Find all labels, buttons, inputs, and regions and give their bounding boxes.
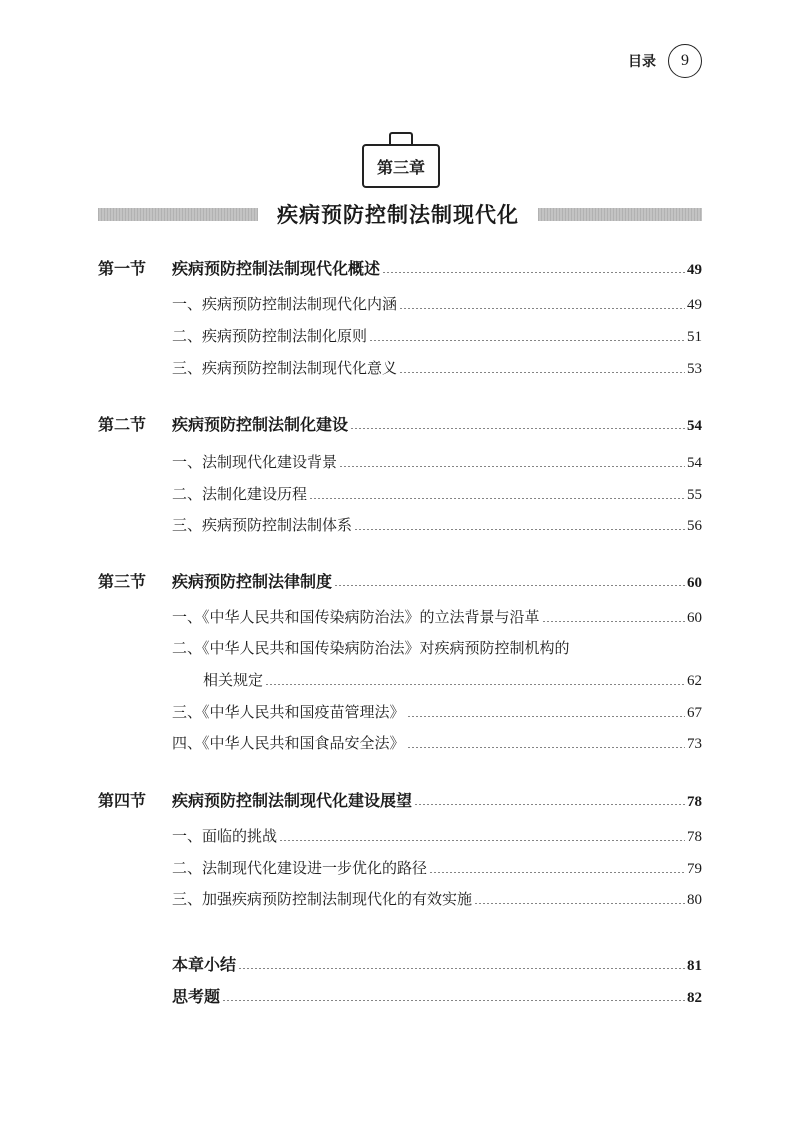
item-title: 相关规定 <box>203 671 264 689</box>
toc-section[interactable] <box>98 412 702 435</box>
page-number: 53 <box>687 361 702 377</box>
leader-dots <box>222 1000 685 1001</box>
chapter-title: 疾病预防控制法制现代化 <box>277 203 519 227</box>
item-title: 四、《中华人民共和国食品安全法》 <box>172 734 405 752</box>
page-number: 55 <box>687 487 702 503</box>
toc-item[interactable] <box>172 606 702 627</box>
leader-dots <box>399 308 685 309</box>
toc-item-first-line[interactable]: 二、《中华人民共和国传染病防治法》对疾病预防控制机构的 <box>172 639 570 657</box>
page-number: 49 <box>687 297 702 313</box>
toc-item[interactable] <box>172 483 702 504</box>
title-bar-left <box>98 208 258 221</box>
page-number: 78 <box>687 829 702 845</box>
toc-item[interactable] <box>172 451 702 472</box>
toc-item[interactable] <box>172 857 702 878</box>
leader-dots <box>369 340 685 341</box>
page-number: 51 <box>687 329 702 345</box>
leader-dots <box>407 716 685 717</box>
summary-title: 本章小结 <box>172 955 237 974</box>
item-title: 三、加强疾病预防控制法制现代化的有效实施 <box>172 890 473 908</box>
leader-dots <box>407 747 685 748</box>
item-title: 一、《中华人民共和国传染病防治法》的立法背景与沿革 <box>172 608 540 626</box>
leader-dots <box>334 585 685 586</box>
title-bar-right <box>538 208 702 221</box>
leader-dots <box>265 684 685 685</box>
section-number: 第三节 <box>98 572 147 591</box>
toc-item[interactable] <box>172 325 702 346</box>
toc-summary[interactable] <box>172 952 702 975</box>
header-label: 目录 <box>628 54 656 70</box>
item-title: 三、疾病预防控制法制现代化意义 <box>172 359 398 377</box>
item-title: 一、面临的挑战 <box>172 827 278 845</box>
item-title: 三、《中华人民共和国疫苗管理法》 <box>172 703 405 721</box>
item-title: 一、法制现代化建设背景 <box>172 453 338 471</box>
page-number: 79 <box>687 861 702 877</box>
header-page-number: 9 <box>668 44 702 78</box>
leader-dots <box>279 840 685 841</box>
leader-dots <box>382 272 685 273</box>
page-number: 78 <box>687 794 702 810</box>
page-number: 60 <box>687 575 702 591</box>
section-title: 疾病预防控制法制现代化建设展望 <box>172 791 413 810</box>
toc-item[interactable] <box>172 732 702 753</box>
leader-dots <box>350 428 685 429</box>
toc-section[interactable] <box>98 256 702 279</box>
item-title: 一、疾病预防控制法制现代化内涵 <box>172 295 398 313</box>
toc-questions[interactable] <box>172 984 702 1007</box>
section-number: 第四节 <box>98 791 147 810</box>
section-number: 第一节 <box>98 259 147 278</box>
toc-item[interactable] <box>172 514 702 535</box>
toc-item[interactable] <box>172 293 702 314</box>
page-number: 56 <box>687 518 702 534</box>
item-title: 二、法制现代化建设进一步优化的路径 <box>172 859 428 877</box>
section-number: 第二节 <box>98 415 147 434</box>
toc-section[interactable] <box>98 569 702 592</box>
toc-section[interactable] <box>98 788 702 811</box>
leader-dots <box>238 968 685 969</box>
leader-dots <box>414 804 685 805</box>
toc-item-continuation[interactable] <box>203 669 702 690</box>
leader-dots <box>309 498 685 499</box>
page-number: 60 <box>687 610 702 626</box>
leader-dots <box>399 372 685 373</box>
page-number: 81 <box>687 958 702 974</box>
leader-dots <box>354 529 685 530</box>
section-title: 疾病预防控制法制化建设 <box>172 415 349 434</box>
section-title: 疾病预防控制法制现代化概述 <box>172 259 381 278</box>
toc-item[interactable] <box>172 701 702 722</box>
leader-dots <box>542 621 685 622</box>
questions-title: 思考题 <box>172 987 221 1006</box>
page-number: 80 <box>687 892 702 908</box>
page-number: 82 <box>687 990 702 1006</box>
page-number: 49 <box>687 262 702 278</box>
item-title: 二、疾病预防控制法制化原则 <box>172 327 368 345</box>
running-header <box>628 44 702 78</box>
item-title: 三、疾病预防控制法制体系 <box>172 516 353 534</box>
item-title: 二、法制化建设历程 <box>172 485 308 503</box>
leader-dots <box>474 903 685 904</box>
chapter-number: 第三章 <box>362 144 440 188</box>
page-number: 62 <box>687 673 702 689</box>
toc-item[interactable] <box>172 825 702 846</box>
toc-item[interactable] <box>172 357 702 378</box>
toc-item[interactable] <box>172 888 702 909</box>
page-number: 67 <box>687 705 702 721</box>
page-number: 54 <box>687 418 702 434</box>
leader-dots <box>429 872 685 873</box>
page-number: 54 <box>687 455 702 471</box>
section-title: 疾病预防控制法律制度 <box>172 572 333 591</box>
page-number: 73 <box>687 736 702 752</box>
leader-dots <box>339 466 685 467</box>
